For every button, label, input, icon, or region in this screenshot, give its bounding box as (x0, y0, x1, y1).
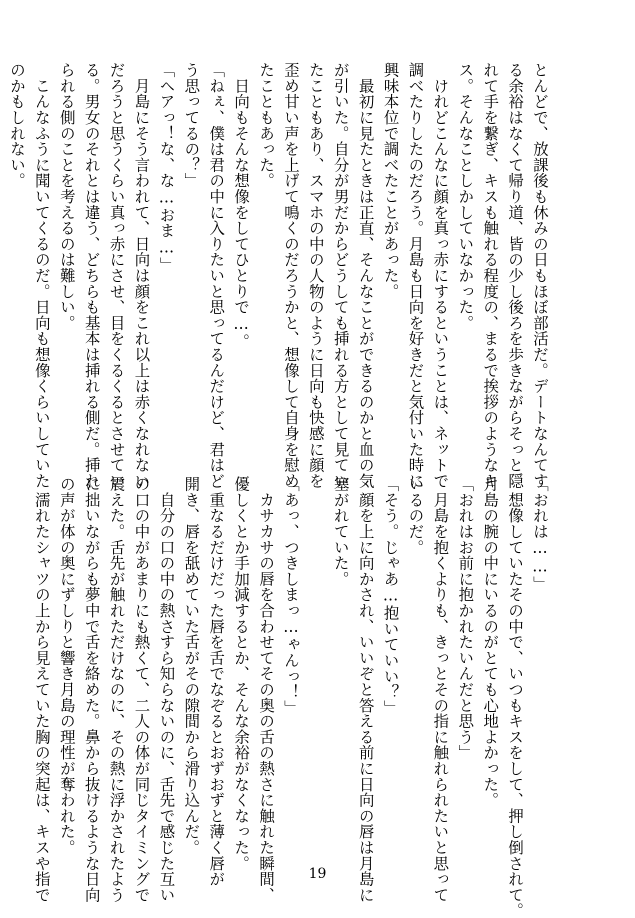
text-line: られる側のことを考えるのは難しい。 (57, 62, 76, 331)
text-line: 濡れたシャツの上から見えていた胸の突起は、キスや指で (32, 476, 51, 903)
text-line: 月島の腕の中にいるのがとても心地よかった。 (481, 476, 500, 808)
page-number: 19 (308, 866, 327, 882)
text-line: る余裕はなくて帰り道、皆の少し後ろを歩きながらそっと隠 (506, 62, 525, 489)
text-line: 震えた。舌先が触れただけなのに、その熱に浮かされたよう (107, 476, 126, 903)
text-line: 「おれはお前に抱かれたいんだと思う」 (456, 476, 475, 761)
text-line: 塞がれていた。 (331, 476, 350, 587)
text-line: 想像していたその中で、いつもキスをして、押し倒されて。 (506, 476, 525, 918)
text-line: 「ヘアっ！な、な…おま…」 (157, 62, 176, 273)
text-line: 「あっ、つきしまっ…ゃんっ！」 (281, 476, 300, 716)
text-line: たこともあり、スマホの中の人物のように日向も快感に顔を (306, 62, 325, 489)
text-line: 月島を抱くよりも、きっとその指に触れられたいと思って (431, 476, 450, 903)
text-line: 調べたりしたのだろう。月島も日向を好きだと気付いた時に (406, 62, 425, 489)
text-line: 自分の口の中の熱さすら知らないのに、舌先で感じた互い (157, 476, 176, 903)
text-line: のかもしれない。 (7, 62, 26, 189)
text-line: 「ねぇ、僕は君の中に入りたいと思ってるんだけど、君はど (207, 62, 226, 489)
text-line: の口の中があまりにも熱くて、二人の体が同じタイミングで (132, 476, 151, 903)
text-line: 最初に見たときは正直、そんなことができるのかと血の気 (356, 62, 375, 489)
text-line: に拙いながらも夢中で舌を絡めた。鼻から抜けるような日向 (82, 476, 101, 903)
text-line: 日向もそんな想像をしてひとりで…。 (232, 62, 251, 349)
text-line: 月島にそう言われて、日向は顔をこれ以上は赤くなれない (132, 62, 151, 489)
upper-text-column (7, 62, 552, 489)
text-line: だろうと思うくらい真っ赤にさせ、目をくるくるとさせてい (107, 62, 126, 489)
text-line: いるのだ。 (406, 476, 425, 555)
text-line: の声が体の奥にずしりと響き月島の理性が奪われた。 (57, 476, 76, 856)
text-line: う思ってるの？」 (182, 62, 201, 189)
text-line (303, 476, 328, 848)
text-line: 「そう。じゃあ…抱いていい？」 (381, 476, 400, 716)
text-line: 開き、唇を舐めていた舌がその隙間から滑り込んだ。 (182, 476, 201, 856)
text-line: こんなふうに聞いてくるのだ。日向も想像くらいしていた (32, 62, 51, 489)
text-line: ス。そんなことしかしていなかった。 (456, 62, 475, 331)
text-line: 歪め甘い声を上げて鳴くのだろうかと、想像して自身を慰め (281, 62, 300, 489)
text-line: 重なるだけだった唇を舌でなぞるとおずおずと薄く唇が (207, 476, 226, 887)
text-line: けれどこんなに顔を真っ赤にするということは、ネットで (431, 62, 450, 489)
text-line: カサカサの唇を合わせてその奥の舌の熱さに触れた瞬間、 (257, 476, 276, 903)
text-line: 顔を上に向かされ、いいぞと答える前に日向の唇は月島に (356, 476, 375, 903)
text-line: 優しくとか手加減するとか、そんな余裕がなくなった。 (232, 476, 251, 871)
text-line: たこともあった。 (257, 62, 276, 189)
text-line: が引いた。自分が男だからどうしても挿れる方として見てい (331, 62, 350, 489)
text-line: れて手を繋ぎ、キスも触れる程度の、まるで挨拶のようなキ (481, 62, 500, 489)
text-line: とんどで、放課後も休みの日もほぼ部活だ。デートなんてす (531, 62, 549, 489)
text-line: る。男女のそれとは違う、どちらも基本は挿れる側だ。挿れ (82, 62, 101, 489)
text-line: 興味本位で調べたことがあった。 (381, 62, 400, 299)
text-line: 「おれは……」 (531, 476, 549, 592)
